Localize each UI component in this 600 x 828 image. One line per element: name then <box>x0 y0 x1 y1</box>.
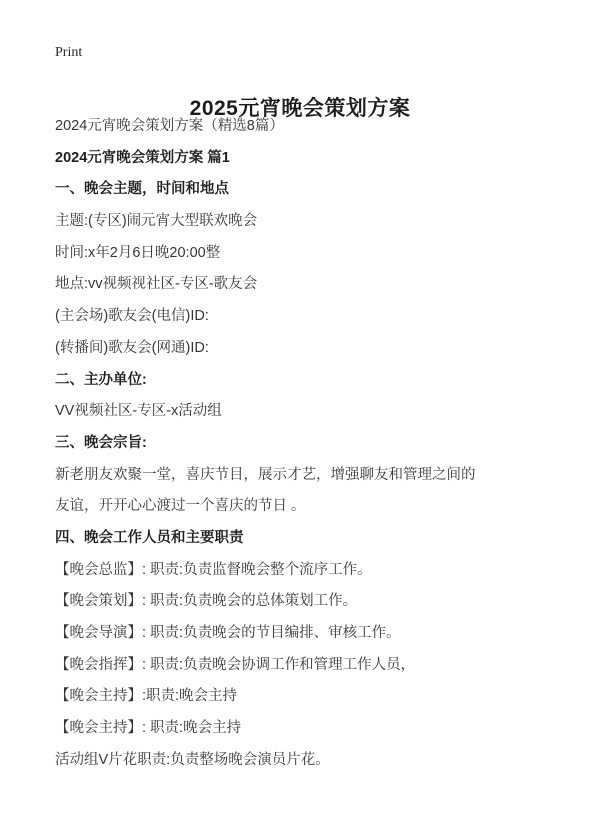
paragraph-line: 时间:x年2月6日晚20:00整 <box>55 244 221 261</box>
paragraph-line: 【晚会指挥】: 职责:负责晚会协调工作和管理工作人员， <box>55 656 416 673</box>
paragraph-line: 地点:vv视频视社区-专区-歌友会 <box>55 276 258 293</box>
heading-line: 一、晚会主题，时间和地点 <box>55 181 229 198</box>
paragraph-line: 【晚会主持】: 职责:晚会主持 <box>55 720 242 737</box>
paragraph-line: 主题:(专区)闹元宵大型联欢晚会 <box>55 213 258 230</box>
paragraph-line: (转播间)歌友会(网通)ID: <box>55 339 209 356</box>
paragraph-line: 友谊，开开心心渡过一个喜庆的节日 。 <box>55 498 306 515</box>
paragraph-line: 活动组V片花职责:负责整场晚会演员片花。 <box>55 751 330 768</box>
document-body <box>55 111 562 776</box>
paragraph-line: 【晚会策划】: 职责:负责晚会的总体策划工作。 <box>55 593 358 610</box>
heading-line: 四、晚会工作人员和主要职责 <box>55 529 244 546</box>
page-title: 2025元宵晚会策划方案 <box>189 97 411 121</box>
paragraph-line: 【晚会导演】: 职责:负责晚会的节目编排、审核工作。 <box>55 625 401 641</box>
paragraph-line: 2024元宵晚会策划方案（精选8篇） <box>55 118 284 134</box>
heading-line: 三、晚会宗旨: <box>55 434 147 451</box>
paragraph-line: VV视频社区-专区-x活动组 <box>55 403 222 420</box>
paragraph-line: (主会场)歌友会(电信)ID: <box>55 308 209 325</box>
heading-line: 二、主办单位: <box>55 371 147 388</box>
paragraph-line: 【晚会总监】: 职责:负责监督晚会整个流序工作。 <box>55 561 372 578</box>
heading-line: 2024元宵晚会策划方案 篇1 <box>55 149 230 166</box>
paragraph-line: 新老朋友欢聚一堂，喜庆节目，展示才艺，增强聊友和管理之间的 <box>55 466 476 483</box>
paragraph-line: 【晚会主持】:职责:晚会主持 <box>55 688 238 705</box>
print-link[interactable]: Print <box>55 45 83 60</box>
